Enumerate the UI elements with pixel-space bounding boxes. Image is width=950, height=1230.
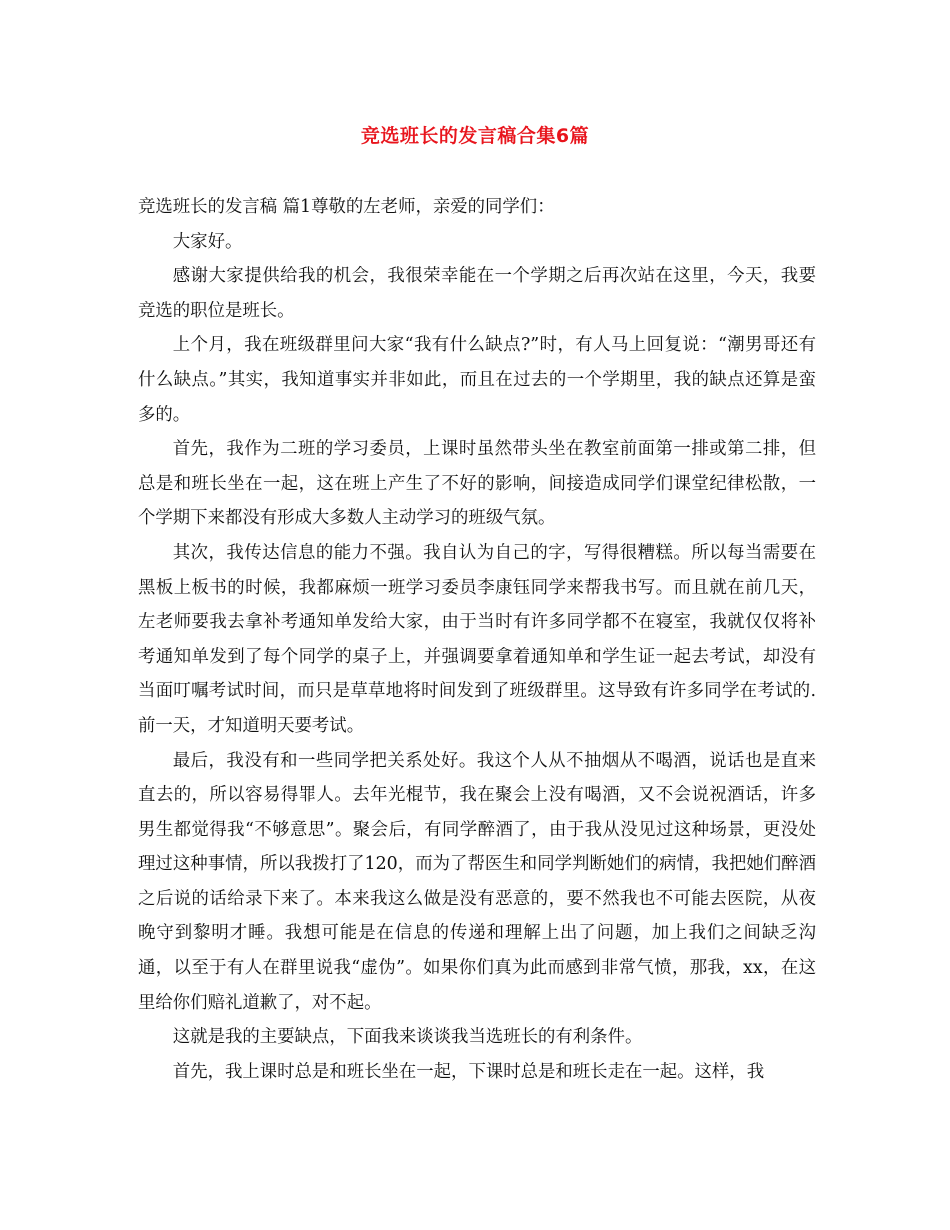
paragraph: 最后，我没有和一些同学把关系处好。我这个人从不抽烟从不喝酒，说话也是直来直去的，所以容易得罪人。去年光棍节，我在聚会上没有喝酒，又不会说祝酒话，许多男生都觉得我“不够意思”。聚会后，有同学醉酒了，由于我从没见过这种场景，更没处理过这种事情，所以我拨打了120，而为了帮医生和同学判断她们的病情，我把她们醉酒之后说的话给录下来了。本来我这么做是没有恶意的，要不然我也不可能去医院，从夜晚守到黎明才睡。我想可能是在信息的传递和理解上出了问题，加上我们之间缺乏沟通，以至于有人在群里说我“虚伪”。如果你们真为此而感到非常气愤，那我，xx，在这里给你们赔礼道歉了，对不起。 [138, 750, 816, 1013]
paragraph: 这就是我的主要缺点，下面我来谈谈我当选班长的有利条件。 [172, 1027, 643, 1048]
paragraph: 感谢大家提供给我的机会，我很荣幸能在一个学期之后再次站在这里，今天，我要竞选的职位是班长。 [138, 266, 816, 321]
paragraph-heading-line: 竞选班长的发言稿 篇1尊敬的左老师，亲爱的同学们： [138, 197, 555, 217]
paragraph: 其次，我传达信息的能力不强。我自认为自己的字，写得很糟糕。所以每当需要在黑板上板书的时候，我都麻烦一班学习委员李康钰同学来帮我书写。而且就在前几天，左老师要我去拿补考通知单发给大家，由于当时有许多同学都不在寝室，我就仅仅将补考通知单发到了每个同学的桌子上，并强调要拿着通知单和学生证一起去考试，却没有当面叮嘱考试时间，而只是草草地将时间发到了班级群里。这导致有许多同学在考试的.前一天，才知道明天要考试。 [138, 542, 816, 736]
paragraph: 首先，我上课时总是和班长坐在一起，下课时总是和班长走在一起。这样，我 [172, 1061, 765, 1082]
document-title: 竞选班长的发言稿合集6篇 [360, 125, 590, 147]
document-body [138, 190, 816, 1089]
paragraph: 首先，我作为二班的学习委员，上课时虽然带头坐在教室前面第一排或第二排，但总是和班长坐在一起，这在班上产生了不好的影响，间接造成同学们课堂纪律松散，一个学期下来都没有形成大多数人主动学习的班级气氛。 [138, 439, 816, 529]
paragraph-greeting: 大家好。 [172, 231, 243, 252]
paragraph: 上个月，我在班级群里问大家“我有什么缺点?”时，有人马上回复说：“潮男哥还有什么缺点。”其实，我知道事实并非如此，而且在过去的一个学期里，我的缺点还算是蛮多的。 [138, 335, 816, 425]
